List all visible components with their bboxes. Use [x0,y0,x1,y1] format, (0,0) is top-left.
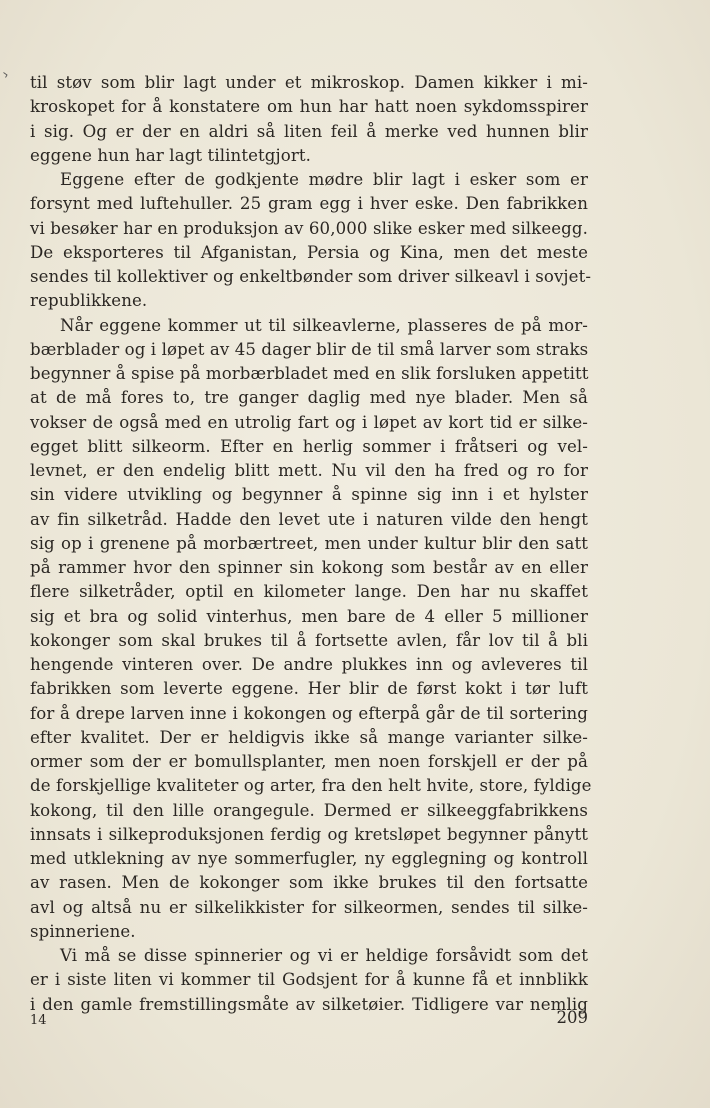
text-line: av fin silketråd. Hadde den levet ute i naturen vilde den hengt [30,509,588,529]
text-line: for å drepe larven inne i kokongen og efterpå går de til sortering [30,703,588,723]
text-line: av rasen. Men de kokonger som ikke brukes til den fortsatte [30,873,588,893]
text-line: begynner å spise på morbærbladet med en slik forsluken appetitt [30,364,589,383]
text-line: eggene hun har lagt tilintetgjort. [30,145,312,165]
text-line: kroskopet for å konstatere om hun har hatt noen sykdomsspirer [30,97,588,117]
text-line: bærblader og i løpet av 45 dager blir de til små larver som straks [30,339,589,359]
text-line: avl og altså nu er silkelikkister for silkeormen, sendes til silke- [30,897,588,917]
signature-mark: 14 [30,1013,47,1028]
text-line: hengende vinteren over. De andre plukkes inn og avleveres til [30,655,588,674]
text-line: sendes til kollektiver og enkeltbønder som driver silkeavl i sovjet- [30,267,592,286]
text-line: med utklekning av nye sommerfugler, ny egglegning og kontroll [30,849,588,868]
text-line: sig op i grenene på morbærtreet, men under kultur blir den satt [30,533,588,553]
text-line: kokonger som skal brukes til å fortsette avlen, får lov til å bli [30,630,588,650]
text-line: Vi må se disse spinnerier og vi er heldige forsåvidt som det [60,946,588,965]
text-line: kokong, til den lille orangegule. Dermed er silkeeggfabrikkens [30,800,588,820]
text-line: i sig. Og er der en aldri så liten feil å merke ved hunnen blir [30,121,588,141]
text-line: levnet, er den endelig blitt mett. Nu vil den ha fred og ro for [30,461,588,480]
text-line: vi besøker har en produksjon av 60,000 slike esker med silkeegg. [30,218,588,238]
text-line: forsynt med luftehuller. 25 gram egg i hver eske. Den fabrikken [30,194,588,214]
page-number: 209 [556,1008,588,1027]
text-line: Eggene efter de godkjente mødre blir lagt i esker som er [60,170,588,189]
text-line: de forskjellige kvaliteter og arter, fra den helt hvite, store, fyldige [30,776,592,796]
text-line: Når eggene kommer ut til silkeavlerne, plasseres de på mor- [60,315,588,335]
text-line: republikkene. [30,291,148,311]
text-line: vokser de også med en utrolig fart og i løpet av kort tid er silke- [30,412,588,432]
text-line: fabrikken som leverte eggene. Her blir de først kokt i tør luft [30,679,588,699]
text-line: spinneriene. [30,921,136,941]
text-line: ormer som der er bomullsplanter, men noen forskjell er der på [30,752,588,771]
text-line: at de må fores to, tre ganger daglig med nye blader. Men så [30,388,588,408]
body-text [30,71,592,1017]
text-line: egget blitt silkeorm. Efter en herlig sommer i fråtseri og vel- [30,436,588,456]
text-line: sig et bra og solid vinterhus, men bare de 4 eller 5 millioner [30,606,588,626]
text-line: er i siste liten vi kommer til Godsjent for å kunne få et innblikk [30,970,588,990]
text-line: De eksporteres til Afganistan, Persia og Kina, men det meste [30,242,588,262]
text-line: til støv som blir lagt under et mikroskop. Damen kikker i mi- [30,73,588,92]
margin-mark [3,72,9,78]
text-line: innsats i silkeproduksjonen ferdig og kretsløpet begynner pånytt [30,824,588,844]
text-line: efter kvalitet. Der er heldigvis ikke så mange varianter silke- [30,727,588,747]
text-line: i den gamle fremstillingsmåte av silketøier. Tidligere var nemlig [30,994,588,1014]
text-line: sin videre utvikling og begynner å spinne sig inn i et hylster [30,485,588,505]
text-line: flere silketråder, optil en kilometer lange. Den har nu skaffet [30,582,588,602]
text-line: på rammer hvor den spinner sin kokong som består av en eller [30,558,588,577]
